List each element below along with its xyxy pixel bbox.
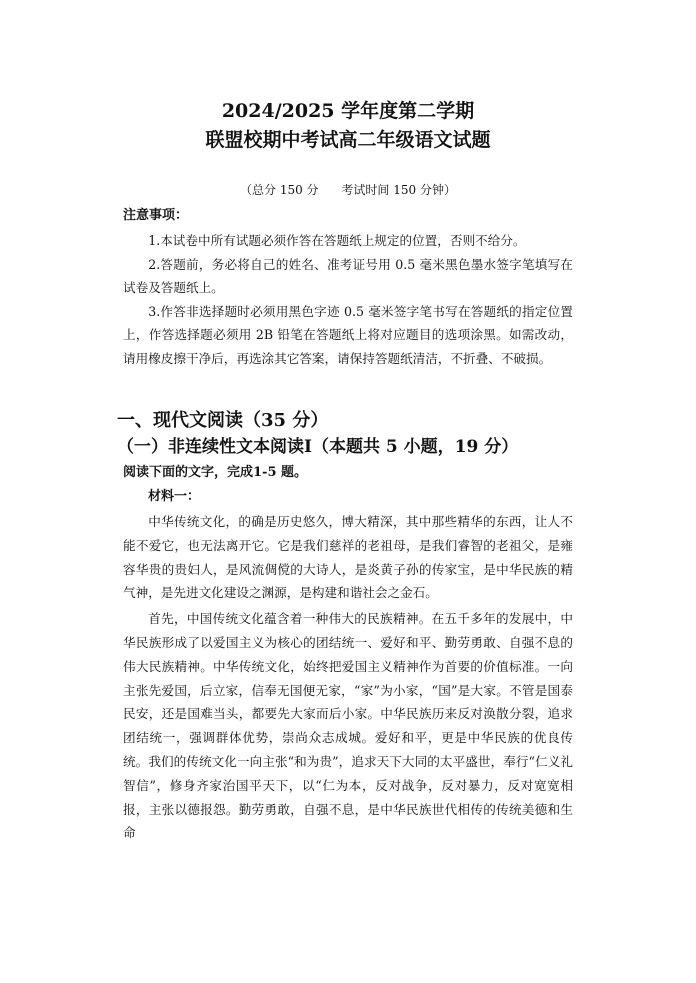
exam-info: （总分 150 分 考试时间 150 分钟）: [240, 183, 456, 197]
notice-item-3: 3.作答非选择题时必须用黑色字迹 0.5 毫米签字笔书写在答题纸的指定位置上，作答选择题必须用 2B 铅笔在答题纸上将对应题目的选项涂黑。如需改动，请用橡皮擦干净后，再选涂其它答案，请保持答题纸清洁，不折叠、不破损。: [123, 303, 573, 366]
subsection-heading: （一）非连续性文本阅读Ⅰ（本题共 5 小题，19 分）: [117, 437, 519, 457]
exam-title-line1: 2024/2025 学年度第二学期: [221, 100, 475, 122]
notice-list: [123, 229, 573, 370]
section-heading: 一、现代文阅读（35 分）: [117, 410, 329, 431]
reading-instruction: 阅读下面的文字，完成1-5 题。: [123, 465, 308, 480]
reading-passage: [123, 510, 573, 845]
passage-paragraph-1: 中华传统文化，的确是历史悠久，博大精深，其中那些精华的东西，让人不能不爱它，也无法离开它。它是我们慈祥的老祖母，是我们睿智的老祖父，是雍容华贵的贵妇人，是风流倜傥的大诗人，是炎黄子孙的传家宝，是中华民族的精气神，是先进文化建设之渊源，是构建和谐社会之金石。: [123, 514, 573, 601]
exam-title-line2: 联盟校期中考试高二年级语文试题: [205, 129, 491, 151]
notice-item-2: 2.答题前，务必将自己的姓名、准考证号用 0.5 毫米黑色墨水签字笔填写在试卷及答题纸上。: [123, 256, 573, 295]
passage-paragraph-2: 首先，中国传统文化蕴含着一种伟大的民族精神。在五千多年的发展中，中华民族形成了以爱国主义为核心的团结统一、爱好和平、勤劳勇敢、自强不息的伟大民族精神。中华传统文化，始终把爱国主义精神作为首要的价值标准。一向主张先爱国，后立家，信奉无国便无家，“家”为小家，“国”是大家。不管是国泰民安，还是国难当头，都要先大家而后小家。中华民族历来反对涣散分裂，追求团结统一，强调群体优势，崇尚众志成城。爱好和平，更是中华民族的优良传统。我们的传统文化一向主张“和为贵”，追求天下大同的太平盛世，奉行“仁义礼智信”，修身齐家治国平天下，以“仁为本，反对战争，反对暴力，反对宽宽相报，主张以德报怨。勤劳勇敢，自强不息，是中华民族世代相传的传统美德和生命: [123, 611, 573, 841]
notice-item-1: 1.本试卷中所有试题必须作答在答题纸上规定的位置，否则不给分。: [148, 233, 526, 248]
material-label: 材料一：: [148, 489, 201, 504]
notice-heading: 注意事项：: [123, 208, 189, 223]
